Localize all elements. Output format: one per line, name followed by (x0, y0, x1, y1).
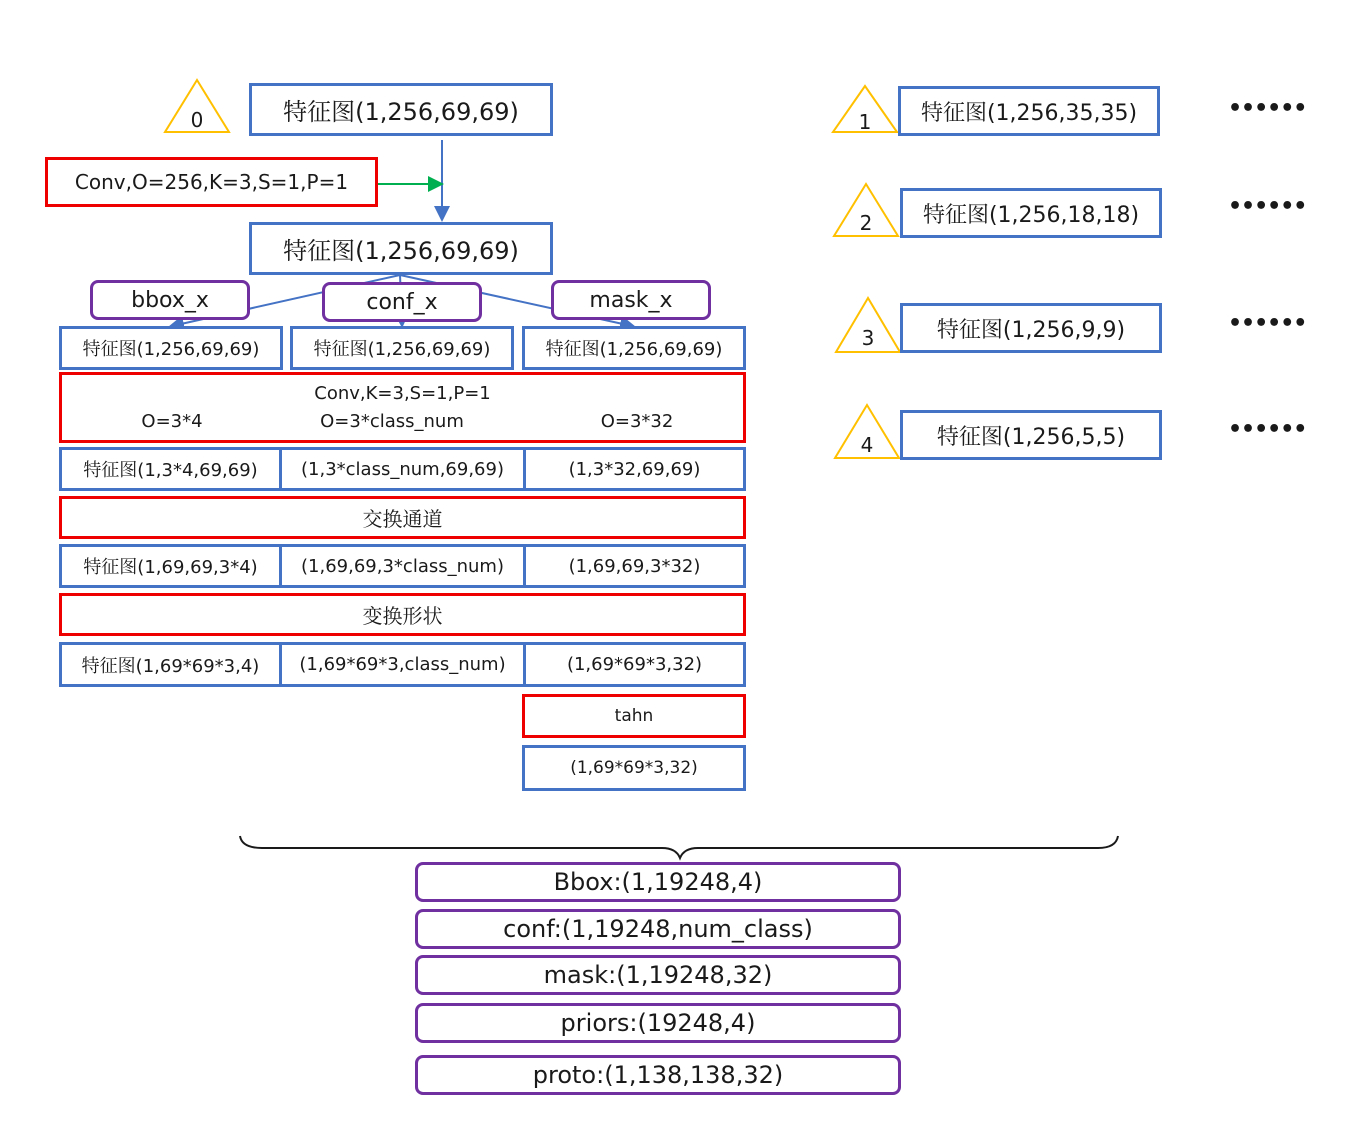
branch-conv-title: Conv,K=3,S=1,P=1 (314, 383, 491, 404)
branch-label-bbox: bbox_x (90, 280, 250, 320)
branch-conv-block (59, 372, 746, 443)
activation-block: tahn (522, 694, 746, 738)
branch-conv-out-conf: O=3*class_num (320, 411, 464, 432)
after-permute-bbox: 特征图(1,69,69,3*4) (62, 547, 282, 585)
after-conv-row (59, 447, 746, 491)
reshape-block: 变换形状 (59, 593, 746, 636)
merge-brace (240, 836, 1118, 858)
level-2-feature-map: 特征图(1,256,18,18) (900, 188, 1162, 238)
level-4-ellipsis: •••••• (1228, 417, 1307, 442)
after-reshape-mask: (1,69*69*3,32) (566, 654, 703, 675)
level-label-3: 3 (861, 326, 875, 350)
after-reshape-row (59, 642, 746, 687)
level-label-0: 0 (190, 108, 204, 132)
mask-input-feature: 特征图(1,256,69,69) (522, 326, 746, 370)
after-permute-row (59, 544, 746, 588)
branch-label-conf: conf_x (322, 282, 482, 322)
level-3-feature-map: 特征图(1,256,9,9) (900, 303, 1162, 353)
after-permute-conf: (1,69,69,3*class_num) (282, 547, 526, 585)
conv-block: Conv,O=256,K=3,S=1,P=1 (45, 157, 378, 207)
after-permute-mask: (1,69,69,3*32) (568, 555, 701, 577)
level-4-feature-map: 特征图(1,256,5,5) (900, 410, 1162, 460)
branch-conv-out-mask: O=3*32 (600, 411, 674, 432)
level-3-ellipsis: •••••• (1228, 311, 1307, 336)
output-conf: conf:(1,19248,num_class) (415, 909, 901, 949)
activation-output: (1,69*69*3,32) (522, 745, 746, 791)
permute-block: 交换通道 (59, 496, 746, 539)
after-conv-bbox: 特征图(1,3*4,69,69) (62, 450, 282, 488)
after-reshape-conf: (1,69*69*3,class_num) (282, 645, 526, 684)
level-label-2: 2 (859, 211, 873, 235)
level-1-feature-map: 特征图(1,256,35,35) (898, 86, 1160, 136)
output-priors: priors:(19248,4) (415, 1003, 901, 1043)
after-reshape-bbox: 特征图(1,69*69*3,4) (62, 645, 282, 684)
level-1-ellipsis: •••••• (1228, 96, 1307, 121)
level-label-4: 4 (860, 433, 874, 457)
conv-output-feature-map: 特征图(1,256,69,69) (249, 222, 553, 275)
output-mask: mask:(1,19248,32) (415, 955, 901, 995)
output-proto: proto:(1,138,138,32) (415, 1055, 901, 1095)
output-bbox: Bbox:(1,19248,4) (415, 862, 901, 902)
bbox-input-feature: 特征图(1,256,69,69) (59, 326, 283, 370)
level-2-ellipsis: •••••• (1228, 194, 1307, 219)
branch-label-mask: mask_x (551, 280, 711, 320)
conf-input-feature: 特征图(1,256,69,69) (290, 326, 514, 370)
input-feature-map: 特征图(1,256,69,69) (249, 83, 553, 136)
after-conv-mask: (1,3*32,69,69) (568, 458, 701, 480)
level-label-1: 1 (858, 110, 872, 134)
branch-conv-out-bbox: O=3*4 (141, 411, 203, 432)
after-conv-conf: (1,3*class_num,69,69) (282, 450, 526, 488)
